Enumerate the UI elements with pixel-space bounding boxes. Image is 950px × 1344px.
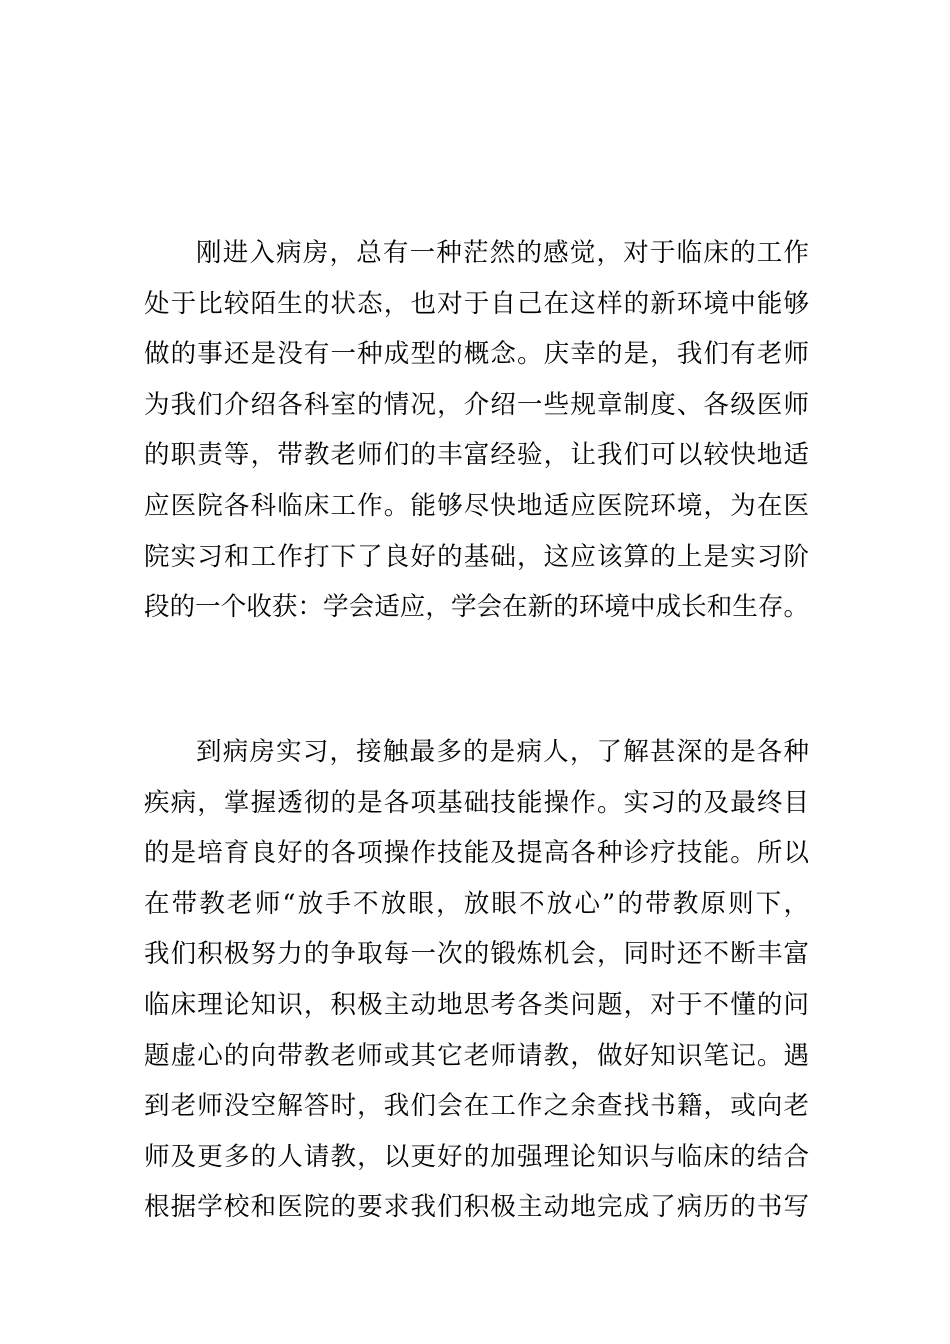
paragraph-2-line-7: 题虚心的向带教老师或其它老师请教，做好知识笔记。遇 — [144, 1040, 809, 1071]
paragraph-1-line-7: 院实习和工作打下了良好的基础，这应该算的上是实习阶 — [144, 541, 809, 572]
paragraph-1 — [144, 228, 809, 633]
paragraph-1-line-2: 处于比较陌生的状态，也对于自己在这样的新环境中能够 — [144, 288, 809, 319]
paragraph-1-line-8: 段的一个收获：学会适应，学会在新的环境中成长和生存。 — [144, 592, 809, 623]
paragraph-2 — [144, 727, 809, 1233]
paragraph-2-line-10: 根据学校和医院的要求我们积极主动地完成了病历的书写 — [144, 1192, 809, 1223]
paragraph-1-line-6: 应医院各科临床工作。能够尽快地适应医院环境，为在医 — [144, 490, 809, 521]
paragraph-2-line-9: 师及更多的人请教，以更好的加强理论知识与临床的结合 — [144, 1141, 809, 1172]
paragraph-1-line-4: 为我们介绍各科室的情况，介绍一些规章制度、各级医师 — [144, 389, 809, 420]
paragraph-2-line-6: 临床理论知识，积极主动地思考各类问题，对于不懂的问 — [144, 989, 809, 1020]
paragraph-1-line-3: 做的事还是没有一种成型的概念。庆幸的是，我们有老师 — [144, 339, 809, 370]
paragraph-1-line-1: 刚进入病房，总有一种茫然的感觉，对于临床的工作 — [196, 238, 809, 268]
paragraph-1-line-5: 的职责等，带教老师们的丰富经验，让我们可以较快地适 — [144, 440, 809, 471]
paragraph-2-line-1: 到病房实习，接触最多的是病人，了解甚深的是各种 — [196, 737, 809, 767]
paragraph-2-line-3: 的是培育良好的各项操作技能及提高各种诊疗技能。所以 — [144, 838, 809, 869]
paragraph-2-line-5: 我们积极努力的争取每一次的锻炼机会，同时还不断丰富 — [144, 939, 809, 970]
paragraph-2-line-8: 到老师没空解答时，我们会在工作之余查找书籍，或向老 — [144, 1091, 809, 1122]
paragraph-2-line-4: 在带教老师“放手不放眼，放眼不放心”的带教原则下， — [144, 888, 809, 919]
paragraph-2-line-2: 疾病，掌握透彻的是各项基础技能操作。实习的及最终目 — [144, 787, 809, 818]
